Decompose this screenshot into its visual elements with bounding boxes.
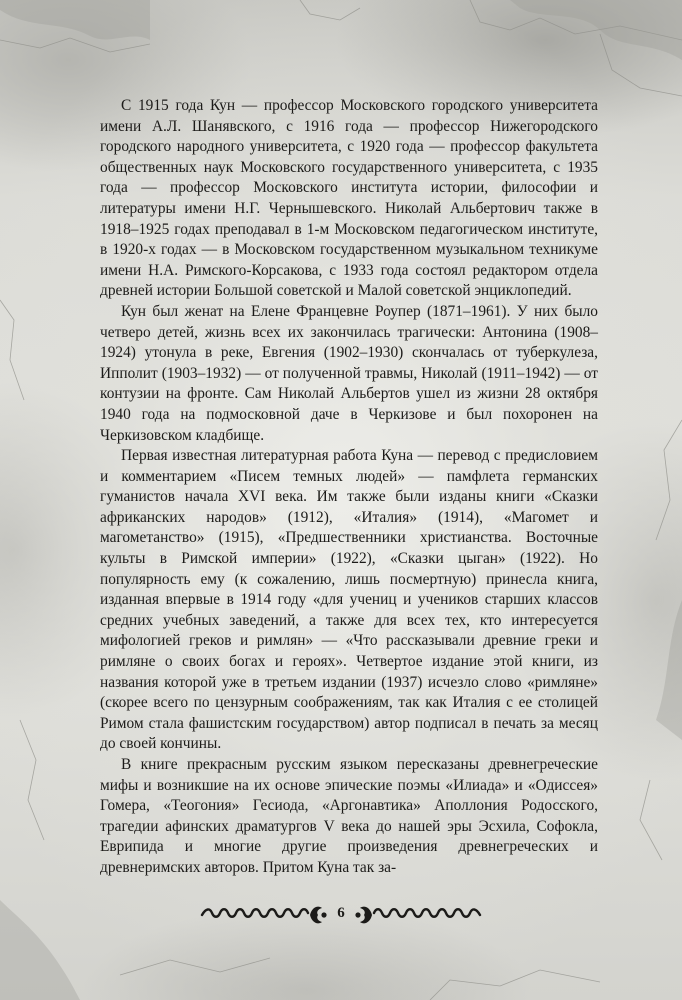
paragraph-1: С 1915 года Кун — профессор Московского городского университета имени А.Л. Шанявского, с 1916 года — профессор Нижегородского городского народного университета, с 1920 года — профессор факультета общественных наук Московского государственного университета, с 1935 года — профессор Московского института истории, философии и литературы имени Н.Г. Чернышевского. Николай Альбертович также в 1918–1925 годах преподавал в 1-м Московском педагогическом институте, в 1920-х годах — в Московском государственном музыкальном техникуме имени Н.А. Римского-Корсакова, с 1933 года состоял редактором отдела древней истории Большой советской и Малой советской энциклопедий.	[100, 97, 598, 300]
paragraph-3: Первая известная литературная работа Куна — перевод с предисловием и комментарием «Писем темных людей» — памфлета германских гуманистов начала XVI века. Им также были изданы книги «Сказки африканских народов» (1912), «Италия» (1914), «Магомет и магометанство» (1915), «Предшественники христианства. Восточные культы в Римской империи» (1922), «Сказки цыган» (1922). Но популярность ему (к сожалению, лишь посмертную) принесла книга, изданная впервые в 1914 году «для учениц и учеников старших классов средних учебных заведений, а также для всех тех, кто интересуется мифологией греков и римлян» — «Что рассказывали древние греки и римляне о своих богах и героях». Четвертое издание этой книги, из названия которой уже в третьем издании (1937) исчезло слово «римляне» (скорее всего по цензурным соображениям, так как Италия с ее столицей Римом стала фашистским государством) автор подписал в печать за месяц до своей кончины.	[100, 447, 598, 753]
right-ornament-icon	[354, 898, 484, 932]
page-number: 6	[337, 905, 345, 921]
page-footer	[198, 898, 484, 932]
paragraph-2: Кун был женат на Елене Францевне Роупер (1871–1961). У них было четверо детей, жизнь всех их закончилась трагически: Антонина (1908–1924) утонула в реке, Евгения (1902–1930) скончалась от туберкулеза, Ипполит (1903–1932) — от полученной травмы, Николай (1911–1942) — от контузии на фронте. Сам Николай Альбертов ушел из жизни 28 октября 1940 года на подмосковной даче в Черкизове и был похоронен на Черкизовском кладбище.	[100, 302, 598, 444]
paragraph-4: В книге прекрасным русским языком пересказаны древнегреческие мифы и возникшие на их основе эпические поэмы «Илиада» и «Одиссея» Гомера, «Теогония» Гесиода, «Аргонавтика» Аполлония Родосского, трагедии афинских драматургов V века до нашей эры Эсхила, Софокла, Еврипида и многие другие произведения древнегреческих и древнеримских авторов. Притом Куна так за-	[100, 756, 598, 876]
body-text	[100, 96, 598, 879]
